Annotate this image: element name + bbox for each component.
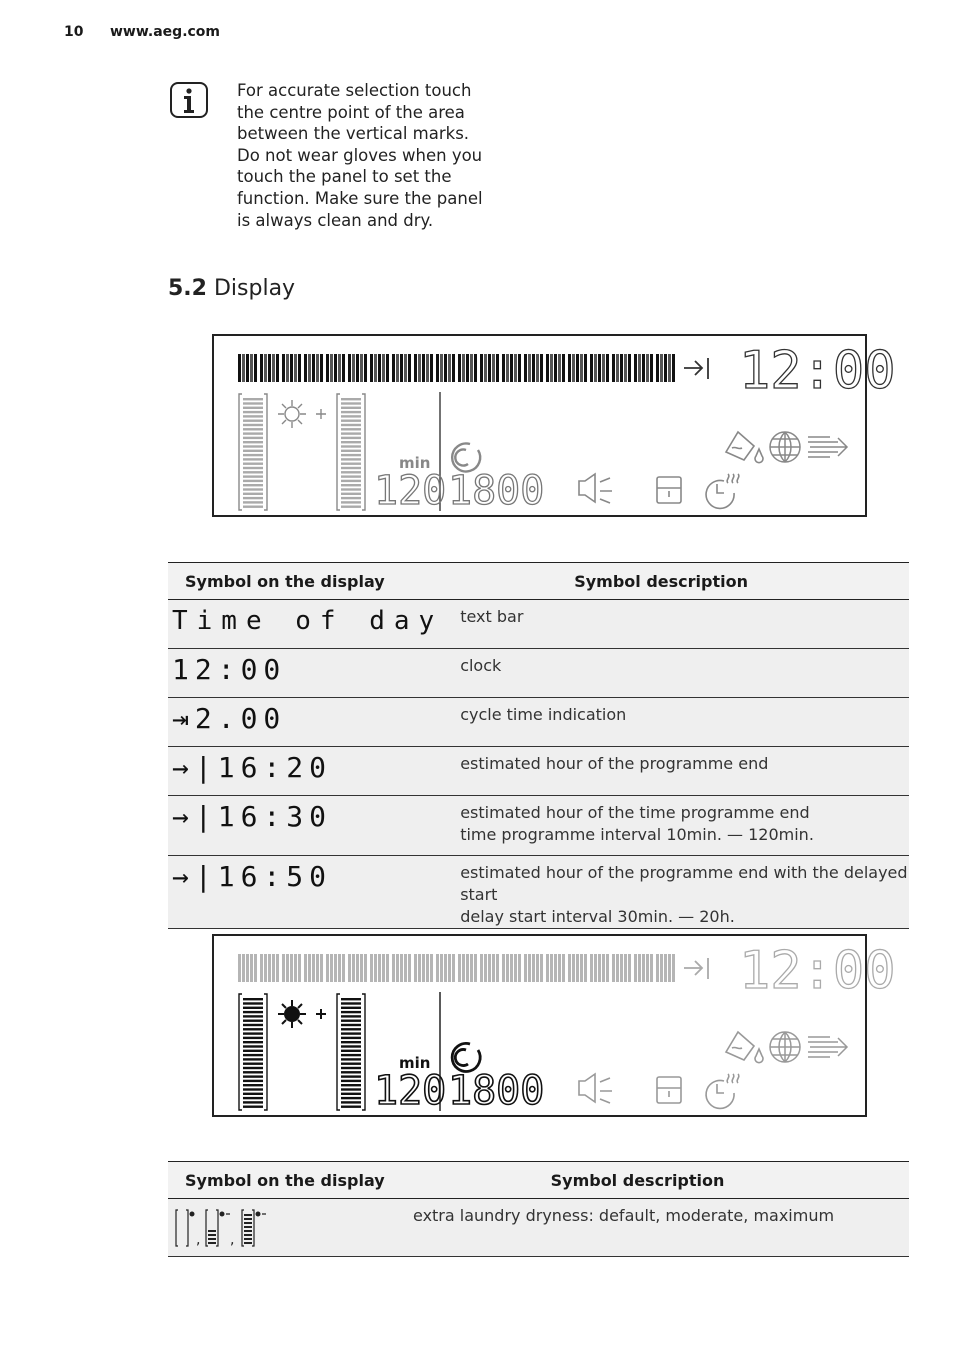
symbol-clock: 12:00	[172, 653, 287, 686]
table-row	[168, 600, 909, 649]
symbol-cell	[168, 600, 443, 649]
table-row	[168, 698, 909, 747]
dryness-bar-left	[239, 994, 267, 1110]
globe-icon	[770, 432, 800, 462]
fast-icon	[808, 1037, 847, 1057]
symbol-table-1	[168, 562, 909, 929]
symbol-cell	[168, 856, 443, 929]
child-lock-icon	[657, 477, 681, 503]
symbol-cell	[168, 698, 443, 747]
speed-value: 1800	[448, 468, 545, 514]
symbol-table-2	[168, 1161, 909, 1257]
sun-plus-icon	[278, 400, 326, 428]
page-number: 10	[64, 24, 84, 40]
dryness-levels-icon	[172, 1202, 272, 1250]
svg-text:,: ,	[230, 1232, 235, 1248]
symbol-cell	[168, 1199, 396, 1257]
sun-plus-icon	[278, 1000, 326, 1028]
anti-crease-icon	[726, 1032, 763, 1063]
symbol-cell	[168, 796, 443, 856]
steam-timer-icon	[706, 1074, 739, 1108]
description-cell: estimated hour of the programme end	[443, 747, 909, 796]
symbol-text-bar: Time of day	[172, 606, 444, 636]
description-cell: cycle time indication	[443, 698, 909, 747]
dryness-bar-right	[337, 994, 365, 1110]
symbol-cell	[168, 649, 443, 698]
dryness-bar-left	[239, 394, 267, 510]
symbol-delayed-end: →|16:50	[172, 860, 333, 893]
speed-value: 1800	[448, 1068, 545, 1114]
time-value: 120	[374, 1068, 447, 1114]
text-bar	[238, 954, 675, 982]
fast-icon	[808, 437, 847, 457]
globe-icon	[770, 1032, 800, 1062]
description-cell: estimated hour of the programme end with the delayed start delay start interval 30min. — 20h.	[443, 856, 909, 929]
dryness-bar-right	[337, 394, 365, 510]
description-cell: text bar	[443, 600, 909, 649]
description-cell: clock	[443, 649, 909, 698]
column-header-description: Symbol description	[396, 1162, 909, 1199]
display-clock: 12:00	[739, 941, 896, 1001]
table-row	[168, 747, 909, 796]
text-bar	[238, 354, 675, 382]
description-cell: estimated hour of the time programme end time programme interval 10min. — 120min.	[443, 796, 909, 856]
section-heading	[168, 276, 295, 301]
column-header-description: Symbol description	[443, 563, 909, 600]
time-value: 120	[374, 468, 447, 514]
column-header-symbol: Symbol on the display	[168, 563, 443, 600]
unit-min-label: min	[399, 454, 431, 472]
unit-min-label: min	[399, 1054, 431, 1072]
symbol-time-programme-end: →|16:30	[172, 800, 333, 833]
display-panel-dryness	[212, 934, 896, 1117]
info-note: For accurate selection touch the centre point of the area between the vertical marks. Do not wear gloves when you touch the panel to set the function. Make sure the panel is always clean and dry.	[237, 81, 483, 230]
svg-text:,: ,	[196, 1232, 201, 1248]
table-row	[168, 856, 909, 929]
section-title: Display	[213, 276, 296, 301]
column-header-symbol: Symbol on the display	[168, 1162, 396, 1199]
display-panel-default	[212, 334, 896, 517]
description-cell: extra laundry dryness: default, moderate, maximum	[396, 1199, 909, 1257]
sound-off-icon	[579, 1074, 612, 1103]
info-icon	[170, 82, 208, 118]
table-row	[168, 1199, 909, 1257]
symbol-cell	[168, 747, 443, 796]
section-number: 5.2	[168, 276, 207, 301]
table-row	[168, 649, 909, 698]
display-clock: 12:00	[739, 341, 896, 401]
anti-crease-icon	[726, 432, 763, 463]
cycle-end-icon	[684, 358, 708, 379]
sound-off-icon	[579, 474, 612, 503]
website-link[interactable]: www.aeg.com	[110, 24, 221, 40]
symbol-programme-end: →|16:20	[172, 751, 333, 784]
symbol-cycle-time: ⇥2.00	[172, 702, 287, 735]
steam-timer-icon	[706, 474, 739, 508]
child-lock-icon	[657, 1077, 681, 1103]
cycle-end-icon	[684, 958, 708, 979]
table-row	[168, 796, 909, 856]
